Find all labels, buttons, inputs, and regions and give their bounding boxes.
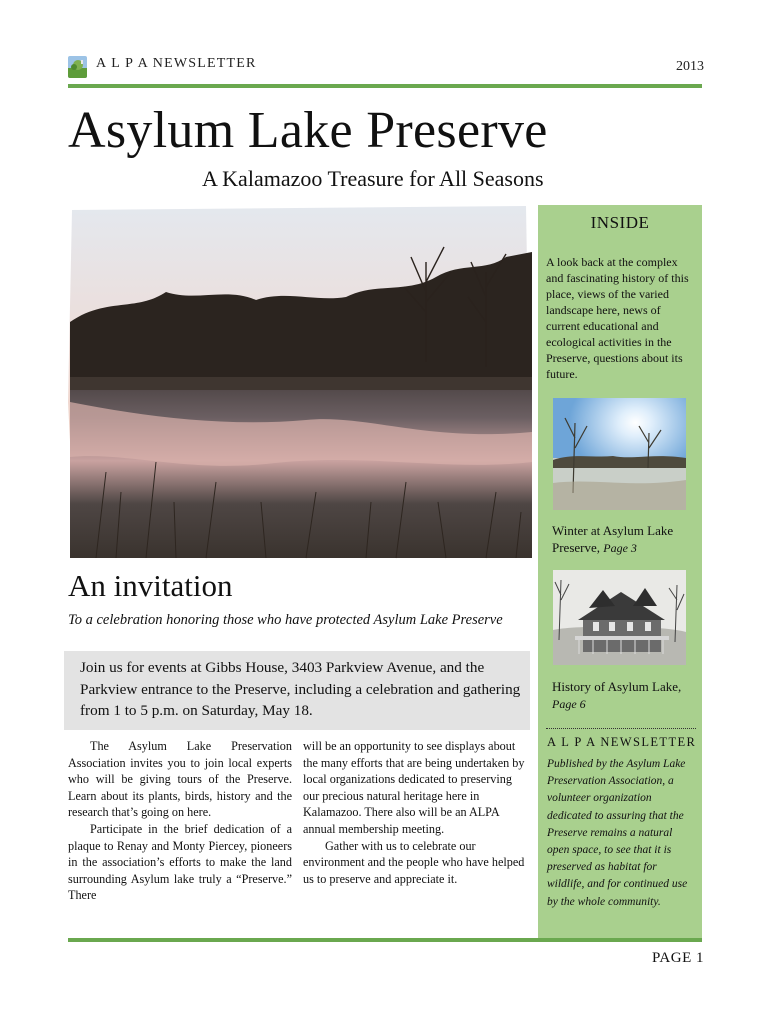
- historic-gibbs-house-photo: [553, 570, 686, 665]
- sidebar-item-history: [552, 678, 697, 713]
- article-column-2: [303, 738, 527, 887]
- bottom-divider: [68, 938, 702, 942]
- page-title: Asylum Lake Preserve: [68, 102, 548, 159]
- alpa-logo-icon: [68, 56, 87, 78]
- page-subtitle: A Kalamazoo Treasure for All Seasons: [202, 166, 544, 191]
- newsletter-header-label: A L P A NEWSLETTER: [96, 56, 257, 71]
- article-paragraph: will be an opportunity to see displays about the many efforts that are being undertaken by local organizations dedicated to preserving our precious natural heritage here in Kalamazoo. There also will be an ALPA annual membership meeting.: [303, 739, 525, 836]
- hero-lake-sunset-photo: [66, 202, 534, 560]
- sidebar-newsletter-label: A L P A NEWSLETTER: [547, 735, 697, 749]
- page-number: PAGE 1: [651, 950, 704, 966]
- sidebar-item-history-caption: History of Asylum Lake,: [552, 679, 682, 694]
- sidebar-divider: [546, 728, 696, 729]
- winter-preserve-photo: [553, 398, 686, 510]
- invitation-heading: An invitation: [68, 568, 233, 603]
- inside-heading: INSIDE: [590, 213, 650, 232]
- top-divider: [68, 84, 702, 88]
- article-paragraph: The Asylum Lake Preservation Association invites you to join local experts who will be giving tours of the Preserve. Learn about its plants, birds, history and the research that’s going on here.: [68, 739, 292, 820]
- event-banner-text: Join us for events at Gibbs House, 3403 Parkview Avenue, and the Parkview entrance to the Preserve, including a celebration and gathering from 1 to 5 p.m. on Saturday, May 18.: [80, 659, 521, 719]
- inside-summary: A look back at the complex and fascinating history of this place, views of the varied landscape here, news of current educational and ecological activities in the Preserve, questions about its future.: [546, 255, 689, 381]
- sidebar-item-winter-page: Page 3: [603, 541, 637, 555]
- invitation-subheading: To a celebration honoring those who have protected Asylum Lake Preserve: [68, 612, 503, 628]
- article-paragraph: Participate in the brief dedication of a plaque to Renay and Monty Piercey, pioneers in the association’s efforts to make the land surrounding Asylum lake truly a “Preserve.” There: [68, 821, 292, 903]
- sidebar-mission-blurb: Published by the Asylum Lake Preservation Association, a volunteer organization dedicated to assuring that the Preserve remains a natural open space, to see that it is preserved as habitat for wildlife, and for continued use by the whole community.: [547, 758, 688, 908]
- article-paragraph: Gather with us to celebrate our environment and the people who have helped us to preserve and appreciate it.: [303, 838, 525, 886]
- sidebar-item-winter: [552, 522, 697, 557]
- newsletter-year: 2013: [676, 59, 704, 74]
- article-column-1: [68, 738, 292, 904]
- sidebar-item-winter-caption: Winter at Asylum Lake Preserve,: [552, 523, 674, 555]
- sidebar-item-history-page: Page 6: [552, 697, 586, 711]
